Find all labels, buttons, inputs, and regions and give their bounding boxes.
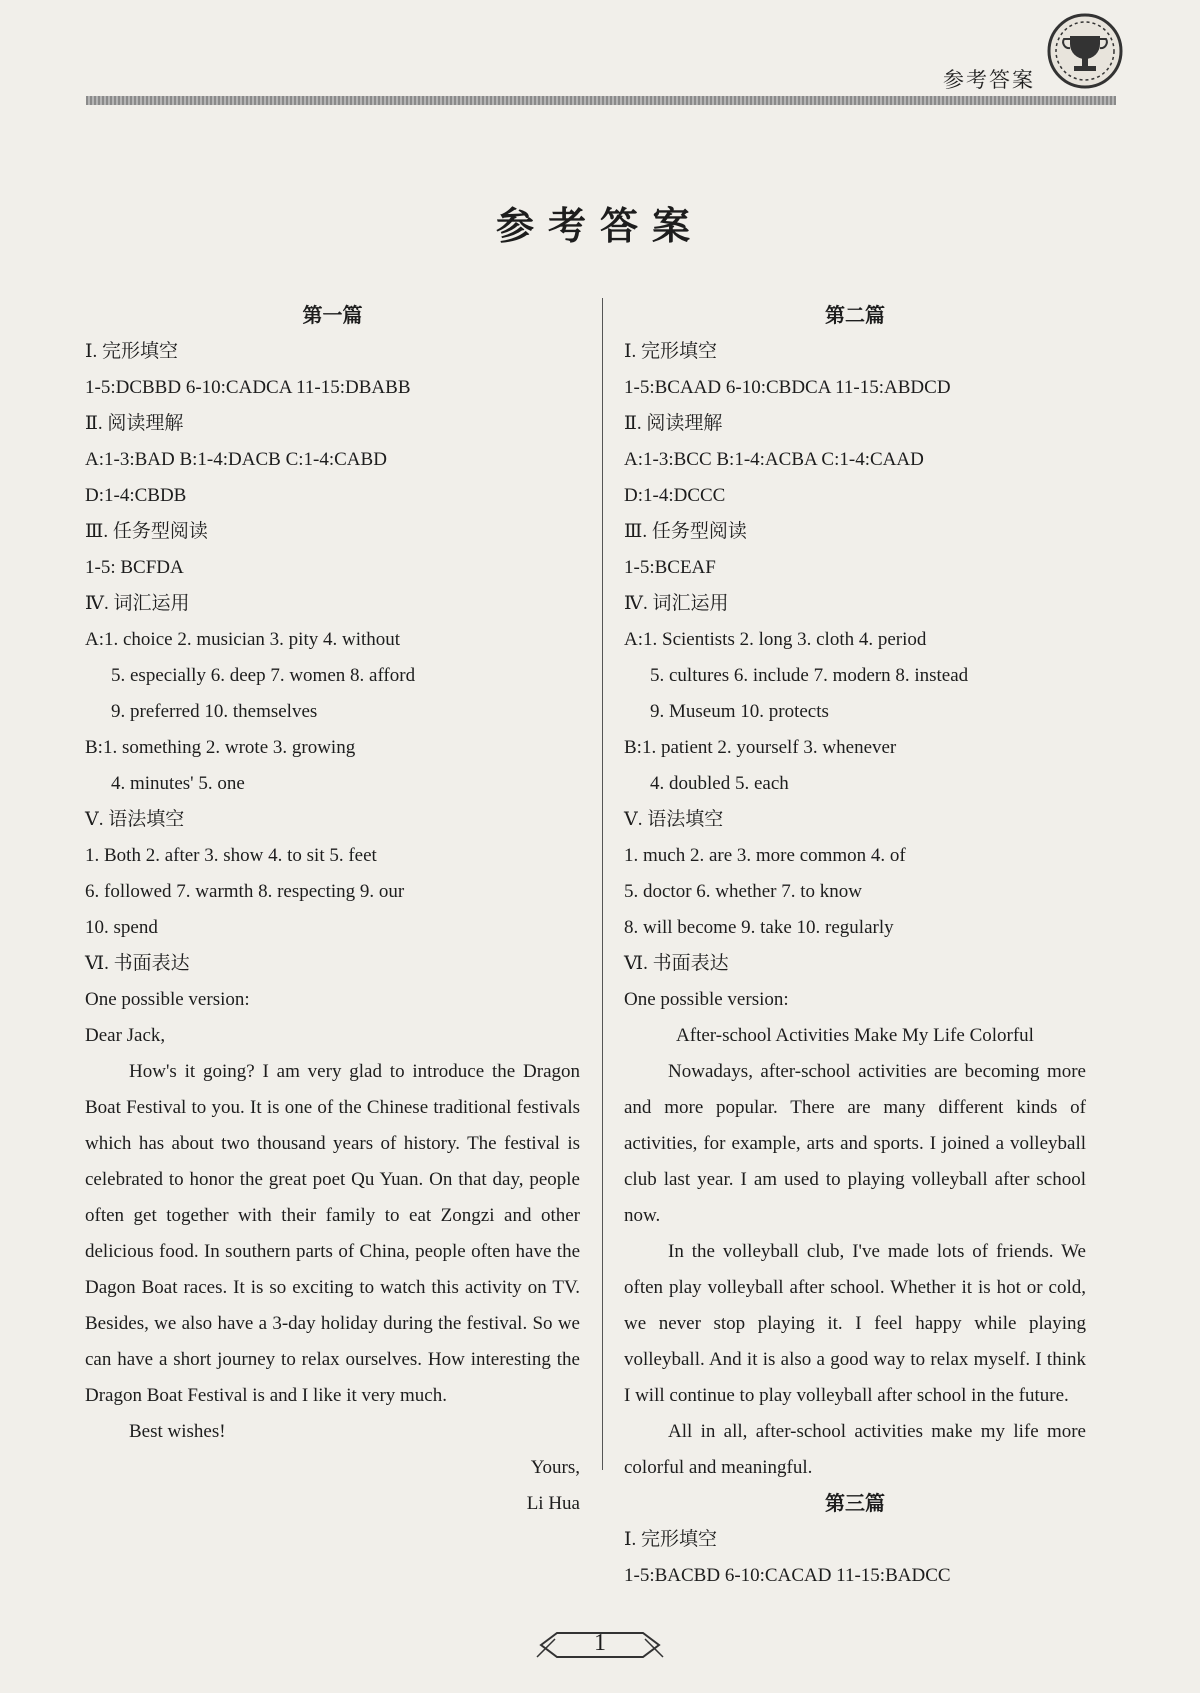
answer-line: 4. doubled 5. each bbox=[650, 773, 789, 794]
answer-line: 1. much 2. are 3. more common 4. of bbox=[624, 845, 906, 866]
answer-line: A:1. choice 2. musician 3. pity 4. without bbox=[85, 629, 401, 650]
section-title: 第二篇 bbox=[825, 305, 885, 327]
answer-line: 5. doctor 6. whether 7. to know bbox=[624, 881, 862, 902]
answer-line: 1-5:BACBD 6-10:CACAD 11-15:BADCC bbox=[624, 1565, 951, 1586]
letter-closing: Best wishes! bbox=[129, 1421, 226, 1442]
letter-sign-yours: Yours, bbox=[530, 1457, 580, 1478]
header-label: 参考答案 bbox=[943, 68, 1035, 92]
header-rule bbox=[86, 96, 1116, 105]
heading-reading: Ⅱ. 阅读理解 bbox=[624, 413, 723, 434]
answer-line: A:1-3:BCC B:1-4:ACBA C:1-4:CAAD bbox=[624, 449, 924, 470]
answer-line: D:1-4:CBDB bbox=[85, 485, 187, 506]
version-label: One possible version: bbox=[85, 989, 250, 1010]
version-label: One possible version: bbox=[624, 989, 789, 1010]
answer-line: 10. spend bbox=[85, 917, 158, 938]
heading-vocabulary: Ⅳ. 词汇运用 bbox=[85, 593, 190, 614]
heading-grammar: Ⅴ. 语法填空 bbox=[85, 809, 185, 830]
page-number bbox=[535, 1627, 665, 1663]
answer-line: 1-5:BCEAF bbox=[624, 557, 716, 578]
answer-line: A:1. Scientists 2. long 3. cloth 4. period bbox=[624, 629, 927, 650]
letter-salutation: Dear Jack, bbox=[85, 1025, 166, 1046]
heading-task-reading: Ⅲ. 任务型阅读 bbox=[85, 521, 208, 542]
section-title: 第三篇 bbox=[825, 1493, 885, 1515]
essay-paragraph: How's it going? I am very glad to introduce the Dragon Boat Festival to you. It is one of the Chinese traditional festivals which has about two thousand years of history. The festival is celebrated to honor the great poet Qu Yuan. On that day, people often get together with their family to eat Zongzi and other delicious food. In southern parts of China, people often have the Dagon Boat races. It is so exciting to watch this activity on TV. Besides, we also have a 3-day holiday during the festival. So we can have a short journey to relax ourselves. How interesting the Dragon Boat Festival is and I like it very much. bbox=[85, 1061, 580, 1406]
page-number-value: 1 bbox=[594, 1630, 606, 1656]
answer-line: 1-5: BCFDA bbox=[85, 557, 184, 578]
essay-paragraph: All in all, after-school activities make my life more colorful and meaningful. bbox=[624, 1421, 1086, 1478]
answer-line: D:1-4:DCCC bbox=[624, 485, 726, 506]
answer-line: 4. minutes' 5. one bbox=[111, 773, 245, 794]
answer-line: B:1. something 2. wrote 3. growing bbox=[85, 737, 356, 758]
answer-line: 9. preferred 10. themselves bbox=[111, 701, 318, 722]
letter-sign-name: Li Hua bbox=[526, 1493, 580, 1514]
heading-cloze: Ⅰ. 完形填空 bbox=[624, 1529, 718, 1550]
page-title: 参考答案 bbox=[495, 206, 704, 248]
trophy-emblem-icon bbox=[1046, 12, 1124, 90]
answer-line: B:1. patient 2. yourself 3. whenever bbox=[624, 737, 897, 758]
heading-cloze: Ⅰ. 完形填空 bbox=[85, 341, 179, 362]
answer-line: 6. followed 7. warmth 8. respecting 9. our bbox=[85, 881, 405, 902]
answer-line: 1. Both 2. after 3. show 4. to sit 5. feet bbox=[85, 845, 377, 866]
heading-grammar: Ⅴ. 语法填空 bbox=[624, 809, 724, 830]
column-divider bbox=[602, 298, 603, 1470]
heading-writing: Ⅵ. 书面表达 bbox=[85, 953, 190, 974]
heading-task-reading: Ⅲ. 任务型阅读 bbox=[624, 521, 747, 542]
answer-line: 1-5:DCBBD 6-10:CADCA 11-15:DBABB bbox=[85, 377, 411, 398]
heading-reading: Ⅱ. 阅读理解 bbox=[85, 413, 184, 434]
left-column bbox=[85, 298, 580, 1522]
heading-writing: Ⅵ. 书面表达 bbox=[624, 953, 729, 974]
answer-line: 9. Museum 10. protects bbox=[650, 701, 829, 722]
answer-line: 8. will become 9. take 10. regularly bbox=[624, 917, 894, 938]
heading-vocabulary: Ⅳ. 词汇运用 bbox=[624, 593, 729, 614]
essay-title: After-school Activities Make My Life Colorful bbox=[676, 1025, 1034, 1046]
right-column bbox=[624, 298, 1086, 1594]
answer-line: 5. cultures 6. include 7. modern 8. instead bbox=[650, 665, 969, 686]
heading-cloze: Ⅰ. 完形填空 bbox=[624, 341, 718, 362]
answer-line: 1-5:BCAAD 6-10:CBDCA 11-15:ABDCD bbox=[624, 377, 951, 398]
section-title: 第一篇 bbox=[302, 305, 363, 327]
answer-line: 5. especially 6. deep 7. women 8. afford bbox=[111, 665, 416, 686]
answer-line: A:1-3:BAD B:1-4:DACB C:1-4:CABD bbox=[85, 449, 387, 470]
essay-paragraph: Nowadays, after-school activities are becoming more and more popular. There are many different kinds of activities, for example, arts and sports. I joined a volleyball club last year. I am used to playing volleyball after school now. bbox=[624, 1061, 1086, 1226]
essay-paragraph: In the volleyball club, I've made lots of friends. We often play volleyball after school. Whether it is hot or cold, we never stop playing it. I feel happy while playing volleyball. And it is also a good way to relax myself. I think I will continue to play volleyball after school in the future. bbox=[624, 1241, 1086, 1406]
